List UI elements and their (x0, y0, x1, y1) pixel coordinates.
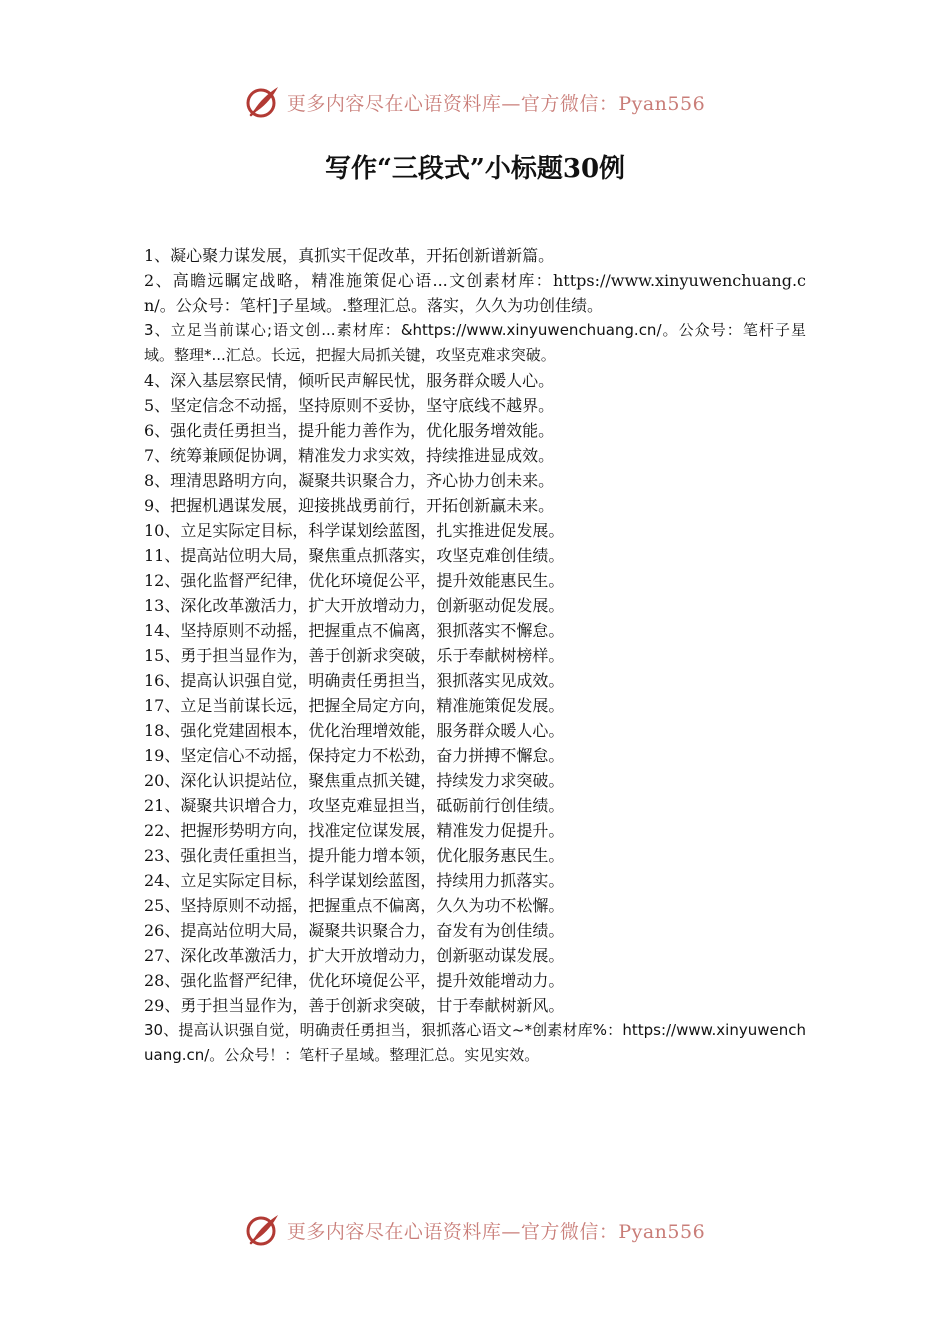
list-item: 4、深入基层察民情，倾听民声解民忧，服务群众暖人心。 (144, 371, 555, 390)
list-item: 10、立足实际定目标，科学谋划绘蓝图，扎实推进促发展。 (144, 521, 565, 540)
list-item: 22、把握形势明方向，找准定位谋发展，精准发力促提升。 (144, 821, 565, 840)
footer-banner (0, 1210, 950, 1250)
list-item: 14、坚持原则不动摇，把握重点不偏离，狠抓落实不懈怠。 (144, 621, 565, 640)
list-item: 7、统筹兼顾促协调，精准发力求实效，持续推进显成效。 (144, 446, 555, 465)
list-item: 18、强化党建固根本，优化治理增效能，服务群众暖人心。 (144, 721, 565, 740)
list-item: 11、提高站位明大局，聚焦重点抓落实，攻坚克难创佳绩。 (144, 546, 565, 565)
list-item: 2、高瞻远瞩定战略，精准施策促心语...文创素材库：https://www.xinyuwenchuang.cn/。公众号：笔杆]子星域。.整理汇总。落实，久久为功创佳绩。 (144, 271, 806, 315)
list-item: 15、勇于担当显作为，善于创新求突破，乐于奉献树榜样。 (144, 646, 565, 665)
list-item: 6、强化责任勇担当，提升能力善作为，优化服务增效能。 (144, 421, 555, 440)
list-item: 27、深化改革激活力，扩大开放增动力，创新驱动谋发展。 (144, 946, 565, 965)
list-item: 9、把握机遇谋发展，迎接挑战勇前行，开拓创新赢未来。 (144, 496, 555, 515)
list-item: 23、强化责任重担当，提升能力增本领，优化服务惠民生。 (144, 846, 565, 865)
list-item: 26、提高站位明大局，凝聚共识聚合力，奋发有为创佳绩。 (144, 921, 565, 940)
list-item: 20、深化认识提站位，聚焦重点抓关键，持续发力求突破。 (144, 771, 565, 790)
list-item: 19、坚定信心不动摇，保持定力不松劲，奋力拼搏不懈怠。 (144, 746, 565, 765)
list-item: 28、强化监督严纪律，优化环境促公平，提升效能增动力。 (144, 971, 565, 990)
title-list (144, 243, 806, 1068)
list-item: 17、立足当前谋长远，把握全局定方向，精准施策促发展。 (144, 696, 565, 715)
list-item: 25、坚持原则不动摇，把握重点不偏离，久久为功不松懈。 (144, 896, 565, 915)
header-banner (0, 82, 950, 122)
quill-logo-icon (245, 84, 281, 120)
list-item: 3、立足当前谋心;语文创...素材库：&https://www.xinyuwenchuang.cn/。公众号：笔杆子星域。整理*...汇总。长远，把握大局抓关键，攻坚克难求突破。 (144, 321, 806, 364)
header-banner-text: 更多内容尽在心语资料库—官方微信：Pyan556 (286, 92, 706, 115)
list-item: 29、勇于担当显作为，善于创新求突破，甘于奉献树新风。 (144, 996, 565, 1015)
page-title: 写作“三段式”小标题30例 (324, 154, 626, 184)
list-item: 8、理清思路明方向，凝聚共识聚合力，齐心协力创未来。 (144, 471, 555, 490)
list-item: 24、立足实际定目标，科学谋划绘蓝图，持续用力抓落实。 (144, 871, 565, 890)
list-item: 21、凝聚共识增合力，攻坚克难显担当，砥砺前行创佳绩。 (144, 796, 565, 815)
list-item: 16、提高认识强自觉，明确责任勇担当，狠抓落实见成效。 (144, 671, 565, 690)
list-item: 5、坚定信念不动摇，坚持原则不妥协，坚守底线不越界。 (144, 396, 555, 415)
list-item: 1、凝心聚力谋发展，真抓实干促改革，开拓创新谱新篇。 (144, 246, 555, 265)
quill-logo-icon (245, 1212, 281, 1248)
footer-banner-text: 更多内容尽在心语资料库—官方微信：Pyan556 (286, 1220, 706, 1243)
list-item: 30、提高认识强自觉，明确责任勇担当，狠抓落心语文~*创素材库%：https://www.xinyuwenchuang.cn/。公众号！：笔杆子星域。整理汇总。实见实效。 (144, 1021, 806, 1064)
list-item: 12、强化监督严纪律，优化环境促公平，提升效能惠民生。 (144, 571, 565, 590)
list-item: 13、深化改革激活力，扩大开放增动力，创新驱动促发展。 (144, 596, 565, 615)
